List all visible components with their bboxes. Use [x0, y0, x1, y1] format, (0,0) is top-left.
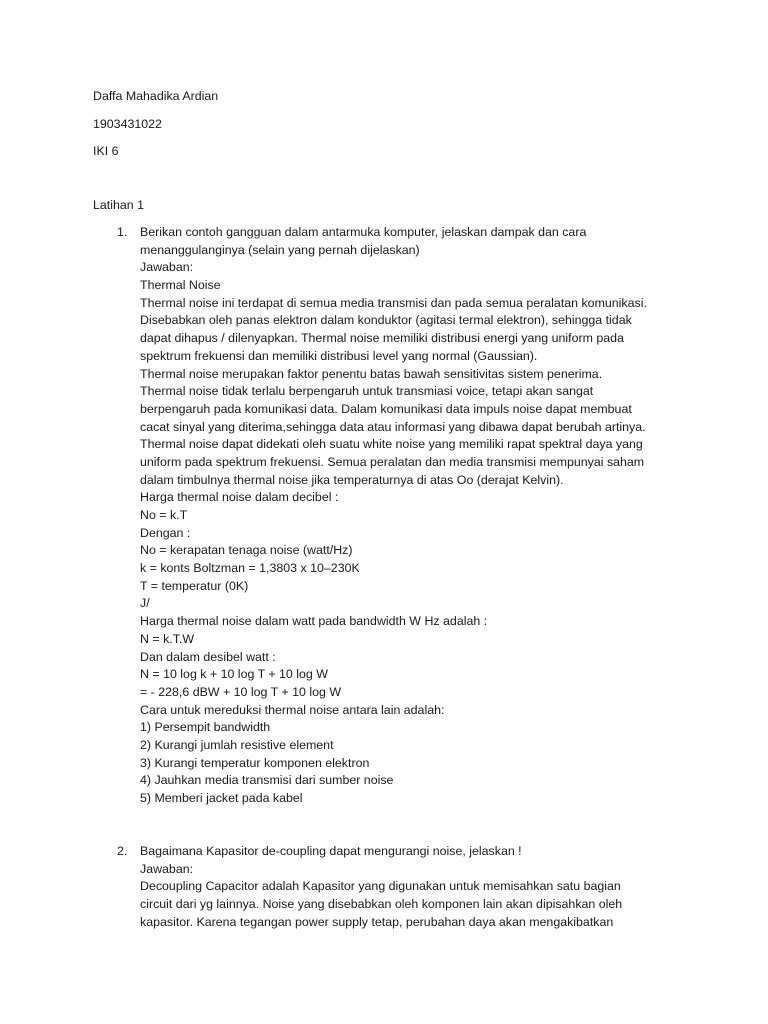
text-line: Dan dalam desibel watt :	[140, 649, 276, 664]
text-line: Bagaimana Kapasitor de-coupling dapat mengurangi noise, jelaskan !	[140, 844, 522, 858]
text-line: spektrum frekuensi dan memiliki distribusi level yang normal (Gaussian).	[140, 348, 538, 363]
student-id: 1903431022	[93, 117, 162, 131]
question-2-number: 2.	[117, 844, 128, 858]
text-line: Harga thermal noise dalam decibel :	[140, 490, 339, 505]
text-line: 2) Kurangi jumlah resistive element	[140, 737, 334, 752]
text-line: Thermal noise tidak terlalu berpengaruh untuk transmiasi voice, tetapi akan sangat	[140, 384, 594, 399]
text-line: N = k.T.W	[140, 631, 195, 646]
text-line: J/	[140, 596, 150, 611]
text-line: No = k.T	[140, 508, 188, 522]
text-line: circuit dari yg lainnya. Noise yang disebabkan oleh komponen lain akan dipisahkan oleh	[140, 897, 623, 912]
text-line: Thermal noise merupakan faktor penentu batas bawah sensitivitas sistem penerima.	[140, 366, 603, 381]
text-line: Thermal noise dapat didekati oleh suatu white noise yang memiliki rapat spektral daya yang	[140, 437, 643, 452]
question-1-number: 1.	[117, 225, 128, 239]
text-line: Berikan contoh gangguan dalam antarmuka komputer, jelaskan dampak dan cara	[140, 225, 587, 239]
text-line: N = 10 log k + 10 log T + 10 log W	[140, 667, 328, 682]
text-line: Jawaban:	[140, 861, 194, 876]
text-line: dalam timbulnya thermal noise jika temperaturnya di atas Oo (derajat Kelvin).	[140, 472, 564, 487]
text-line: Thermal Noise	[140, 278, 221, 293]
text-line: kapasitor. Karena tegangan power supply tetap, perubahan daya akan mengakibatkan	[140, 914, 614, 929]
text-line: Decoupling Capacitor adalah Kapasitor yang digunakan untuk memisahkan satu bagian	[140, 879, 621, 894]
text-line: k = konts Boltzman = 1,3803 x 10–230K	[140, 561, 360, 576]
text-line: menanggulanginya (selain yang pernah dijelaskan)	[140, 242, 420, 257]
text-line: No = kerapatan tenaga noise (watt/Hz)	[140, 543, 353, 558]
text-line: Dengan :	[140, 525, 191, 540]
question-1-body	[140, 224, 680, 808]
text-line: 1) Persempit bandwidth	[140, 720, 271, 735]
question-2-body	[140, 843, 680, 931]
text-line: Harga thermal noise dalam watt pada bandwidth W Hz adalah :	[140, 614, 488, 629]
text-line: T = temperatur (0K)	[140, 578, 249, 593]
section-title: Latihan 1	[93, 198, 144, 212]
text-line: uniform pada spektrum frekuensi. Semua peralatan dan media transmisi mempunyai saham	[140, 454, 645, 469]
text-line: cacat sinyal yang diterima,sehingga data atau informasi yang dibawa dapat berubah artinya.	[140, 419, 646, 434]
text-line: Disebabkan oleh panas elektron dalam konduktor (agitasi termal elektron), sehingga tidak	[140, 313, 632, 328]
text-line: Cara untuk mereduksi thermal noise antara lain adalah:	[140, 702, 445, 717]
text-line: 3) Kurangi temperatur komponen elektron	[140, 755, 370, 770]
text-line: dapat dihapus / dilenyapkan. Thermal noise memiliki distribusi energi yang uniform pada	[140, 331, 624, 346]
text-line: berpengaruh pada komunikasi data. Dalam komunikasi data impuls noise dapat membuat	[140, 401, 632, 416]
author-name: Daffa Mahadika Ardian	[93, 89, 219, 103]
text-line: 4) Jauhkan media transmisi dari sumber noise	[140, 773, 394, 788]
text-line: = - 228,6 dBW + 10 log T + 10 log W	[140, 684, 342, 699]
text-line: 5) Memberi jacket pada kabel	[140, 791, 303, 805]
class-label: IKI 6	[93, 144, 119, 158]
text-line: Thermal noise ini terdapat di semua media transmisi dan pada semua peralatan komunikasi.	[140, 295, 647, 310]
text-line: Jawaban:	[140, 260, 194, 275]
